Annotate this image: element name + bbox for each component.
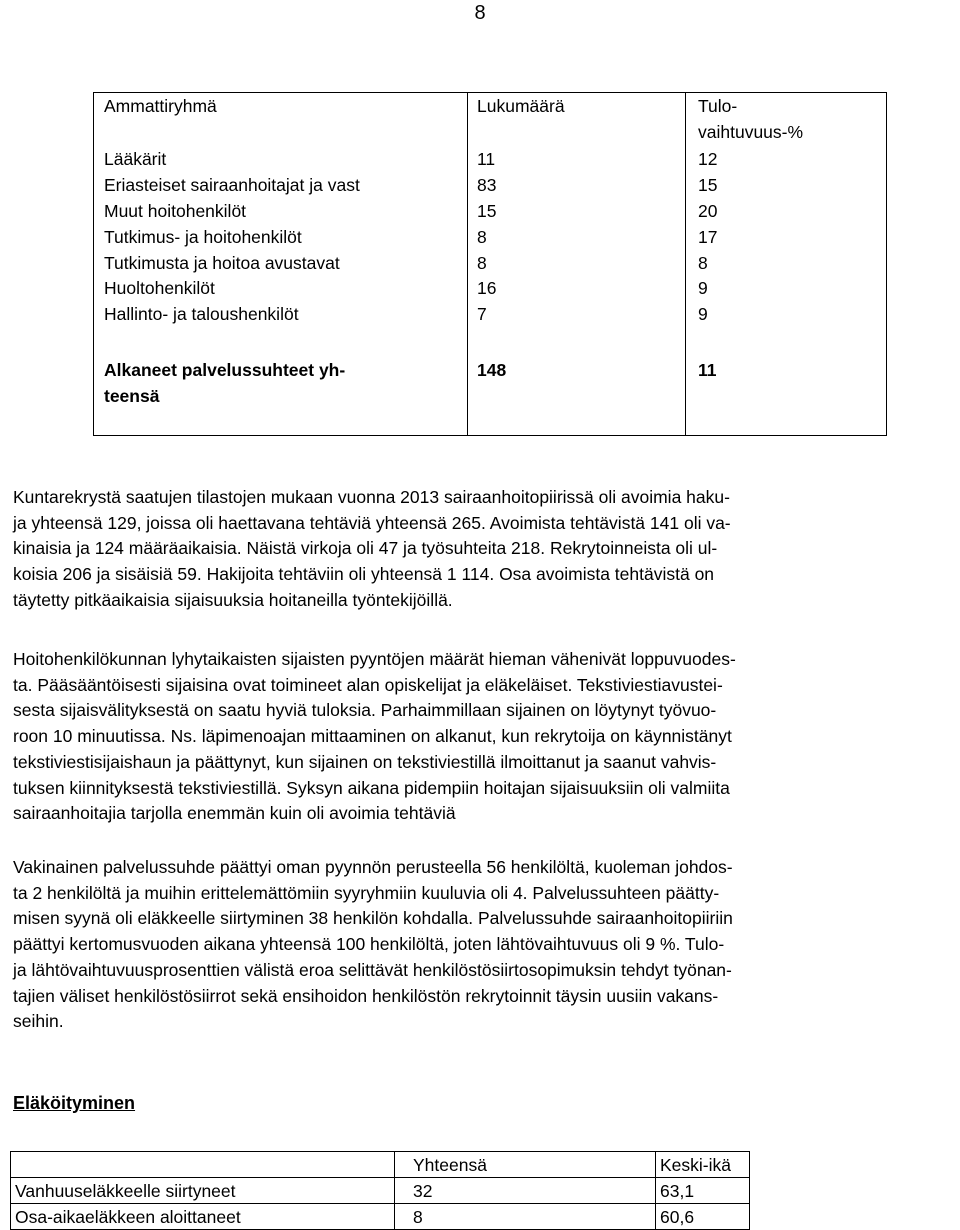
text-line: roon 10 minuutissa. Ns. läpimenoajan mittaaminen on alkanut, kun rekrytoija on käynnistänyt bbox=[13, 726, 732, 747]
text-line: sesta sijaisvälityksestä on saatu hyviä tuloksia. Parhaimmillaan sijainen on löytynyt työvuo- bbox=[13, 700, 717, 721]
table-header-row bbox=[11, 1152, 750, 1178]
text-line: Hoitohenkilökunnan lyhytaikaisten sijaisten pyyntöjen määrät hieman vähenivät loppuvuodes- bbox=[13, 649, 736, 669]
header-count: Lukumäärä bbox=[477, 96, 565, 116]
row-turnover: 8 bbox=[698, 253, 708, 273]
row-count: 8 bbox=[477, 227, 487, 247]
text-line: Kuntarekrystä saatujen tilastojen mukaan vuonna 2013 sairaanhoitopiirissä oli avoimia haku- bbox=[13, 487, 730, 507]
row-total: 8 bbox=[395, 1204, 656, 1230]
text-line: täytetty pitkäaikaisia sijaisuuksia hoitaneilla työntekijöillä. bbox=[13, 589, 453, 610]
text-line: päättyi kertomusvuoden aikana yhteensä 100 henkilöltä, joten lähtövaihtuvuus oli 9 %. Tulo- bbox=[13, 934, 725, 955]
table-divider bbox=[467, 93, 468, 435]
total-count: 148 bbox=[477, 360, 507, 380]
page-number: 8 bbox=[474, 2, 486, 24]
header-label bbox=[11, 1152, 395, 1178]
row-turnover: 9 bbox=[698, 278, 708, 298]
text-line: ja yhteensä 129, joissa oli haettavana tehtäviä yhteensä 265. Avoimista tehtävistä 141 oli va- bbox=[13, 512, 731, 533]
row-group: Eriasteiset sairaanhoitajat ja vast bbox=[104, 175, 360, 195]
row-group: Lääkärit bbox=[104, 149, 167, 169]
text-line: ta. Pääsääntöisesti sijaisina ovat toimineet alan opiskelijat ja eläkeläiset. Tekstiviestiavustei- bbox=[13, 674, 723, 695]
turnover-table bbox=[93, 92, 887, 436]
text-line: tuksen kiinnityksestä tekstiviestillä. Syksyn aikana pidempiin hoitajan sijaisuuksiin oli valmiita bbox=[13, 777, 730, 798]
row-turnover: 20 bbox=[698, 201, 718, 221]
row-group: Muut hoitohenkilöt bbox=[104, 201, 247, 221]
row-group: Hallinto- ja taloushenkilöt bbox=[104, 304, 299, 324]
row-count: 16 bbox=[477, 278, 497, 298]
table-divider bbox=[685, 93, 686, 435]
table-row bbox=[11, 1178, 750, 1204]
total-turnover: 11 bbox=[698, 360, 717, 380]
row-total: 32 bbox=[395, 1178, 656, 1204]
row-turnover: 15 bbox=[698, 175, 718, 195]
total-label-line2: teensä bbox=[104, 386, 160, 406]
row-count: 15 bbox=[477, 201, 497, 221]
row-avg-age: 60,6 bbox=[656, 1204, 750, 1230]
row-group: Huoltohenkilöt bbox=[104, 278, 215, 298]
paragraph-substitutes bbox=[13, 647, 948, 827]
row-count: 83 bbox=[477, 175, 497, 195]
row-count: 7 bbox=[477, 304, 487, 324]
header-turnover-line1: Tulo- bbox=[698, 96, 738, 116]
row-turnover: 9 bbox=[698, 304, 708, 324]
header-avg-age: Keski-ikä bbox=[656, 1152, 750, 1178]
header-turnover-line2: vaihtuvuus-% bbox=[698, 122, 804, 142]
text-line: ta 2 henkilöltä ja muihin erittelemättömiin syyryhmiin kuuluvia oli 4. Palvelussuhteen päätty- bbox=[13, 882, 720, 903]
row-turnover: 12 bbox=[698, 149, 718, 169]
section-title: Eläköityminen bbox=[13, 1093, 136, 1113]
text-line: kinaisia ja 124 määräaikaisia. Näistä virkoja oli 47 ja työsuhteita 218. Rekrytoinneista oli ul- bbox=[13, 538, 718, 559]
paragraph-recruitment bbox=[13, 485, 948, 614]
header-total: Yhteensä bbox=[395, 1152, 656, 1178]
row-group: Tutkimus- ja hoitohenkilöt bbox=[104, 227, 302, 247]
row-turnover: 17 bbox=[698, 227, 718, 247]
text-line: koisia 206 ja sisäisiä 59. Hakijoita tehtäviin oli yhteensä 1 114. Osa avoimista tehtävistä on bbox=[13, 564, 715, 585]
text-line: seihin. bbox=[13, 1011, 64, 1032]
text-line: tajien väliset henkilöstösiirrot sekä ensihoidon henkilöstön rekrytoinnit täysin uusiin vakans- bbox=[13, 985, 719, 1006]
row-group: Tutkimusta ja hoitoa avustavat bbox=[104, 253, 340, 273]
text-line: tekstiviestisijaishaun ja päättynyt, kun sijainen on tekstiviestillä ilmoittanut ja saanut vahvis- bbox=[13, 751, 717, 772]
retirement-table bbox=[10, 1151, 750, 1230]
row-count: 8 bbox=[477, 253, 487, 273]
header-group: Ammattiryhmä bbox=[104, 96, 217, 116]
text-line: misen syynä oli eläkkeelle siirtyminen 38 henkilön kohdalla. Palvelussuhde sairaanhoitopiiriin bbox=[13, 908, 733, 929]
table-row bbox=[11, 1204, 750, 1230]
total-label-line1: Alkaneet palvelussuhteet yh- bbox=[104, 360, 346, 380]
text-line: Vakinainen palvelussuhde päättyi oman pyynnön perusteella 56 henkilöltä, kuoleman johdos- bbox=[13, 857, 733, 877]
row-label: Osa-aikaeläkkeen aloittaneet bbox=[11, 1204, 395, 1230]
paragraph-terminations bbox=[13, 855, 948, 1035]
row-label: Vanhuuseläkkeelle siirtyneet bbox=[11, 1178, 395, 1204]
row-count: 11 bbox=[477, 149, 496, 169]
text-line: sairaanhoitajia tarjolla enemmän kuin oli avoimia tehtäviä bbox=[13, 803, 456, 824]
text-line: ja lähtövaihtuvuusprosenttien välistä eroa selittävät henkilöstösiirtosopimuksin tehdyt työnan- bbox=[13, 959, 732, 980]
row-avg-age: 63,1 bbox=[656, 1178, 750, 1204]
